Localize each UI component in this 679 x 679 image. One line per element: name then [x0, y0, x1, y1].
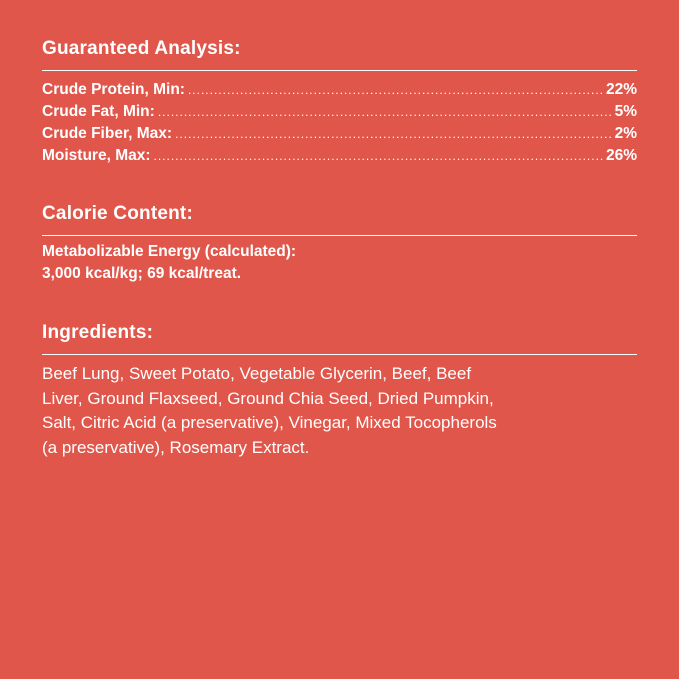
- guaranteed-analysis-divider: [42, 70, 637, 71]
- analysis-row-moisture: [42, 145, 637, 167]
- analysis-label: Crude Protein, Min:: [42, 81, 185, 98]
- analysis-row-crude-protein: [42, 79, 637, 101]
- nutrition-panel: [42, 0, 637, 679]
- analysis-label: Crude Fat, Min:: [42, 103, 155, 120]
- analysis-value: 22%: [605, 81, 637, 98]
- calorie-content-line: Metabolizable Energy (calculated):: [42, 243, 297, 260]
- calorie-content-text: [42, 241, 637, 285]
- analysis-label: Moisture, Max:: [42, 147, 151, 164]
- ingredients-line: (a preservative), Rosemary Extract.: [42, 437, 310, 457]
- calorie-content-heading: Calorie Content:: [42, 203, 193, 224]
- guaranteed-analysis-list: [42, 79, 637, 167]
- calorie-content-divider: [42, 235, 637, 236]
- analysis-value: 5%: [614, 103, 637, 120]
- ingredients-heading: Ingredients:: [42, 322, 154, 343]
- ingredients-line: Salt, Citric Acid (a preservative), Vinegar, Mixed Tocopherols: [42, 413, 497, 432]
- ingredients-text: [42, 362, 640, 460]
- ingredients-line: Liver, Ground Flaxseed, Ground Chia Seed, Dried Pumpkin,: [42, 388, 494, 408]
- ingredients-line: Beef Lung, Sweet Potato, Vegetable Glycerin, Beef, Beef: [42, 364, 472, 383]
- analysis-row-crude-fat: [42, 101, 637, 123]
- calorie-content-line: 3,000 kcal/kg; 69 kcal/treat.: [42, 265, 242, 282]
- analysis-value: 2%: [614, 125, 637, 142]
- ingredients-divider: [42, 354, 637, 355]
- analysis-value: 26%: [605, 147, 637, 164]
- analysis-row-crude-fiber: [42, 123, 637, 145]
- dot-leader: [188, 79, 603, 101]
- guaranteed-analysis-heading: Guaranteed Analysis:: [42, 38, 241, 59]
- analysis-label: Crude Fiber, Max:: [42, 125, 173, 142]
- dot-leader: [154, 145, 603, 167]
- dot-leader: [158, 101, 612, 123]
- dot-leader: [175, 123, 612, 145]
